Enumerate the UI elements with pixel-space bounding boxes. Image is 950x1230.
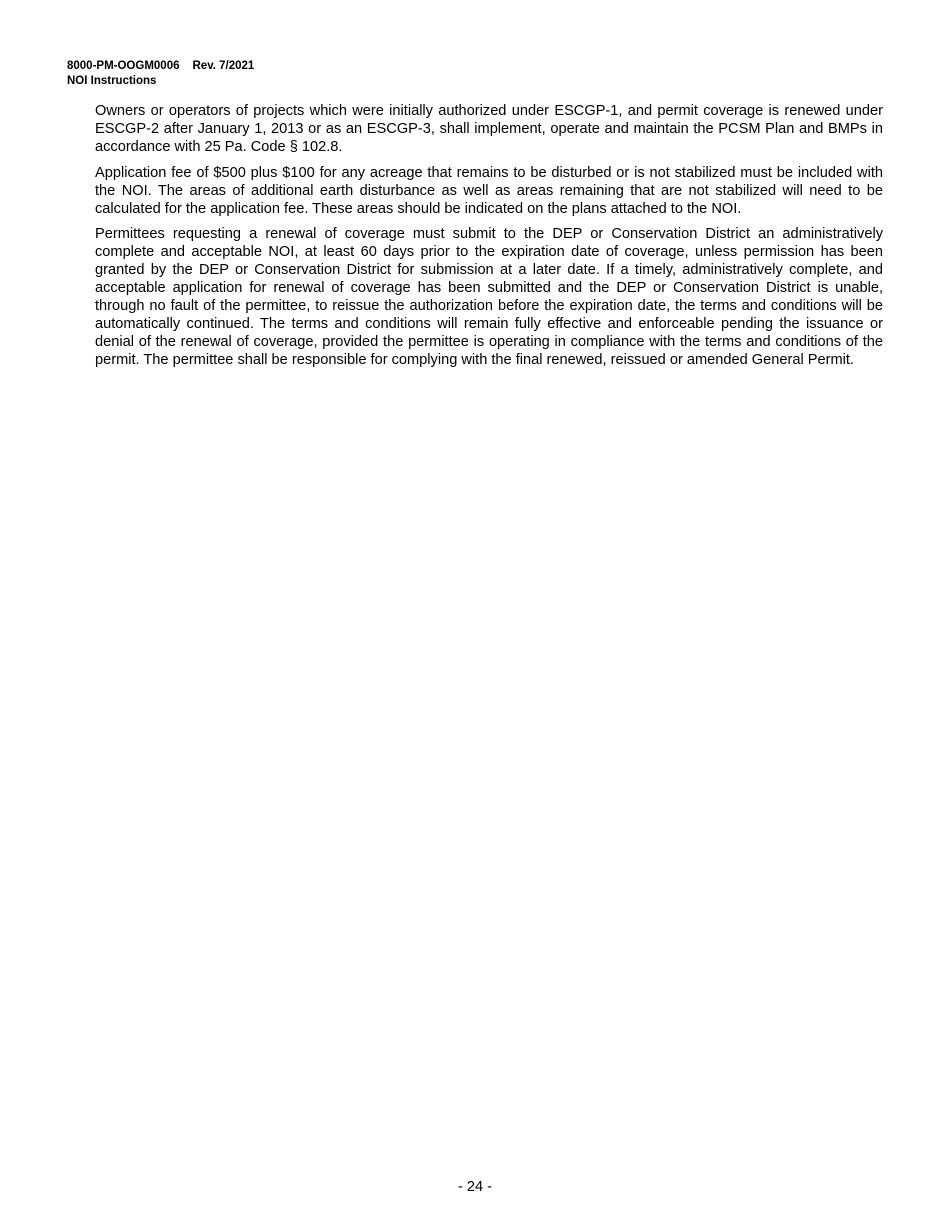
document-body — [95, 103, 883, 378]
page-number: - 24 - — [457, 1179, 493, 1195]
paragraph-application-fee: Application fee of $500 plus $100 for any acreage that remains to be disturbed or is not stabilized must be included with the NOI. The areas of additional earth disturbance as well as areas remaining that are not stabilized will need to be calculated for the application fee. These areas should be indicated on the plans attached to the NOI. — [95, 164, 883, 217]
paragraph-escgp-renewal: Owners or operators of projects which were initially authorized under ESCGP-1, and permit coverage is renewed under ESCGP-2 after January 1, 2013 or as an ESCGP-3, shall implement, operate and maintain the PCSM Plan and BMPs in accordance with 25 Pa. Code § 102.8. — [95, 103, 883, 155]
form-id-line — [67, 59, 254, 74]
document-title: NOI Instructions — [67, 75, 157, 87]
paragraph-renewal-coverage: Permittees requesting a renewal of coverage must submit to the DEP or Conservation District an administratively complete and acceptable NOI, at least 60 days prior to the expiration date of coverage, unless permission has been granted by the DEP or Conservation District for submission at a later date. If a timely, administratively complete, and acceptable application for renewal of coverage has been submitted and the DEP or Conservation District is unable, through no fault of the permittee, to reissue the authorization before the expiration date, the terms and conditions will be automatically continued. The terms and conditions will remain fully effective and enforceable pending the issuance or denial of the renewal of coverage, provided the permittee is operating in compliance with the terms and conditions of the permit. The permittee shall be responsible for complying with the final renewed, reissued or amended General Permit. — [95, 226, 883, 368]
page-header — [67, 59, 254, 89]
form-number: 8000-PM-OOGM0006 — [67, 60, 180, 72]
revision-label: Rev. 7/2021 — [192, 60, 255, 72]
